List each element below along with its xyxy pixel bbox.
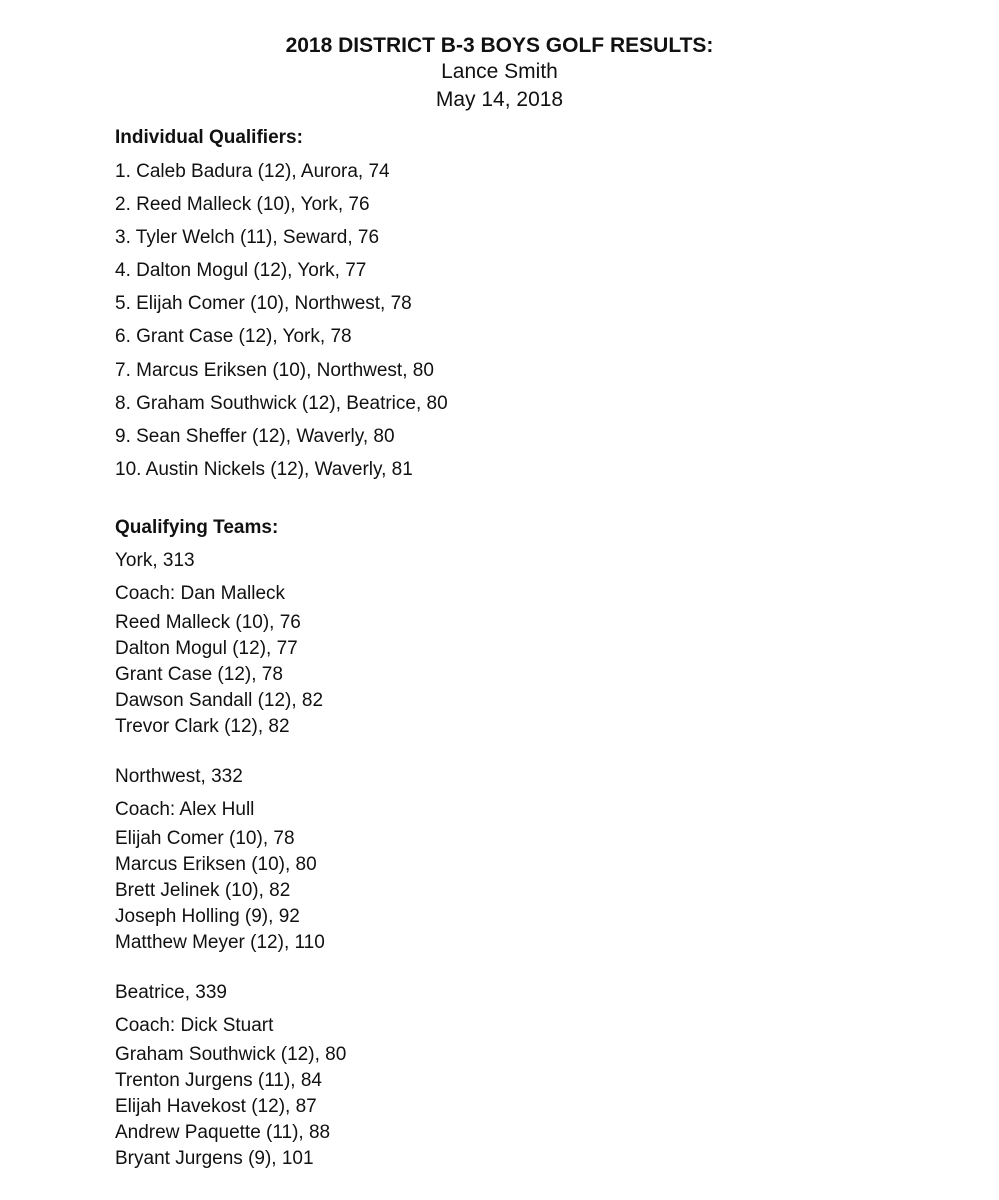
player-item: Elijah Havekost (12), 87 [115, 1095, 317, 1117]
player-item: Andrew Paquette (11), 88 [115, 1121, 331, 1143]
qualifier-item: 10. Austin Nickels (12), Waverly, 81 [115, 458, 413, 480]
player-item: Dalton Mogul (12), 77 [115, 637, 298, 659]
team-name: Northwest, 332 [115, 765, 243, 787]
document-title: 2018 DISTRICT B-3 BOYS GOLF RESULTS: [285, 34, 714, 57]
team-coach: Coach: Dick Stuart [115, 1014, 274, 1036]
team-name: York, 313 [115, 549, 195, 571]
qualifier-item: 7. Marcus Eriksen (10), Northwest, 80 [115, 359, 434, 381]
team-block-york [115, 544, 915, 740]
team-coach: Coach: Dan Malleck [115, 582, 286, 604]
player-item: Elijah Comer (10), 78 [115, 827, 295, 849]
team-name: Beatrice, 339 [115, 981, 227, 1003]
player-item: Graham Southwick (12), 80 [115, 1043, 347, 1065]
team-coach: Coach: Alex Hull [115, 798, 255, 820]
individual-qualifiers-list [115, 155, 915, 486]
qualifier-item: 8. Graham Southwick (12), Beatrice, 80 [115, 392, 448, 414]
team-block-beatrice [115, 976, 915, 1172]
player-item: Marcus Eriksen (10), 80 [115, 853, 317, 875]
team-player-list [115, 1042, 915, 1172]
qualifier-item: 3. Tyler Welch (11), Seward, 76 [115, 227, 380, 249]
document-date: May 14, 2018 [435, 88, 564, 111]
player-item: Bryant Jurgens (9), 101 [115, 1147, 314, 1169]
player-item: Matthew Meyer (12), 110 [115, 931, 325, 953]
player-item: Trevor Clark (12), 82 [115, 715, 290, 737]
team-player-list [115, 610, 915, 740]
qualifying-teams-heading: Qualifying Teams: [115, 516, 279, 538]
team-block-northwest [115, 760, 915, 956]
qualifier-item: 9. Sean Sheffer (12), Waverly, 80 [115, 425, 395, 447]
qualifier-item: 2. Reed Malleck (10), York, 76 [115, 194, 370, 216]
qualifier-item: 6. Grant Case (12), York, 78 [115, 326, 352, 348]
qualifier-item: 4. Dalton Mogul (12), York, 77 [115, 260, 367, 282]
player-item: Grant Case (12), 78 [115, 663, 283, 685]
player-item: Trenton Jurgens (11), 84 [115, 1069, 322, 1091]
qualifier-item: 1. Caleb Badura (12), Aurora, 74 [115, 161, 390, 182]
individual-qualifiers-heading: Individual Qualifiers: [115, 127, 303, 148]
team-player-list [115, 826, 915, 956]
qualifying-teams-section [115, 514, 915, 1172]
player-item: Reed Malleck (10), 76 [115, 611, 301, 633]
results-content [115, 124, 915, 1172]
player-item: Joseph Holling (9), 92 [115, 905, 300, 927]
author-name: Lance Smith [441, 60, 558, 83]
player-item: Brett Jelinek (10), 82 [115, 879, 291, 901]
qualifier-item: 5. Elijah Comer (10), Northwest, 78 [115, 293, 412, 315]
player-item: Dawson Sandall (12), 82 [115, 689, 324, 711]
